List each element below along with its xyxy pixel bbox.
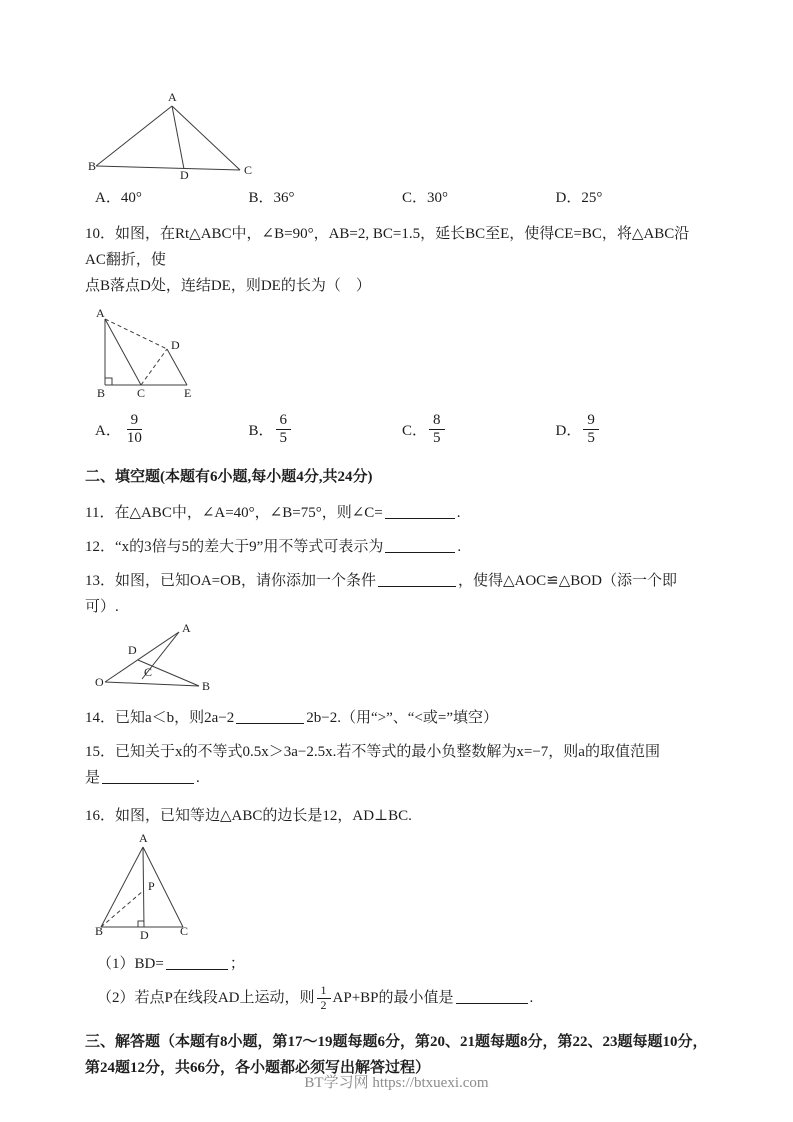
vertex-label-c: C: [144, 664, 153, 679]
q10-option-d-label: D．: [555, 423, 582, 440]
q9-option-c: C．30°: [402, 190, 449, 206]
question-13: [85, 568, 709, 620]
vertex-label-b: B: [95, 923, 104, 938]
q16-part1-blank: [166, 954, 228, 970]
q11-blank: [385, 503, 455, 519]
fraction-numerator: 9: [583, 412, 599, 430]
question-16-part1: [85, 951, 709, 977]
question-16-text: 16．如图，已知等边△ABC的边长是12，AD⊥BC.: [85, 807, 412, 824]
section-2-title: 二、填空题(本题有6小题,每小题4分,共24分): [85, 468, 373, 485]
q16-part2-end: .: [529, 989, 534, 1006]
q16-part1-end: ；: [229, 955, 245, 972]
q16-part2-mid: AP+BP的最小值是: [332, 989, 454, 1006]
q10-option-d: [556, 412, 710, 448]
q15-blank: [102, 768, 194, 784]
figure-q10-fold: [95, 307, 210, 402]
fraction-6-5: [276, 412, 292, 448]
vertex-label-b: B: [202, 678, 211, 693]
q10-option-b-label: B．: [248, 423, 274, 440]
q13-text-end: ，使得△AOC≌△BOD（添一个即可）.: [85, 572, 677, 615]
fraction-numerator: 1: [317, 984, 331, 998]
question-15: [85, 739, 709, 791]
q9-option-a: A．40°: [95, 190, 142, 206]
fraction-numerator: 9: [127, 412, 143, 430]
q12-blank: [385, 537, 455, 553]
q9-options-row: [85, 186, 709, 207]
vertex-label-d: D: [180, 168, 189, 180]
q9-option-d: D．25°: [555, 190, 603, 206]
exam-content: [85, 0, 709, 1081]
vertex-label-c: C: [180, 923, 189, 938]
point-label-p: P: [148, 878, 155, 893]
fraction-denominator: 2: [320, 997, 327, 1012]
question-14: [85, 705, 709, 731]
q11-text: 11．在△ABC中，∠A=40°，∠B=75°，则∠C=: [85, 504, 383, 521]
fraction-9-10: [123, 412, 146, 448]
fraction-denominator: 5: [433, 430, 441, 447]
vertex-label-c: C: [137, 386, 146, 400]
vertex-label-e: E: [184, 386, 192, 400]
q10-option-c-label: C．: [402, 423, 428, 440]
q16-part1-text: （1）BD=: [97, 955, 164, 972]
q12-period: .: [457, 538, 462, 555]
vertex-label-c: C: [244, 163, 253, 177]
q10-line2: 点B落点D处，连结DE，则DE的长为（ ）: [85, 278, 371, 294]
q14-blank: [236, 708, 304, 724]
vertex-label-b: B: [97, 386, 106, 400]
q10-option-a: [95, 412, 249, 448]
q10-options-row: [85, 412, 709, 448]
vertex-label-o: O: [95, 674, 104, 689]
q10-option-a-label: A．: [95, 423, 121, 440]
vertex-label-a: A: [139, 832, 148, 845]
vertex-label-d: D: [128, 642, 137, 657]
q14-text: 14．已知a＜b，则2a−2: [85, 709, 235, 726]
q10-option-c: [402, 412, 556, 448]
vertex-label-d: D: [171, 338, 180, 352]
fraction-8-5: [429, 412, 445, 448]
q9-option-b: B．36°: [248, 190, 295, 206]
fraction-denominator: 5: [587, 430, 595, 447]
fraction-1-2: [317, 984, 331, 1011]
vertex-label-a: A: [168, 90, 177, 104]
fraction-denominator: 5: [279, 430, 288, 447]
figure-q13-congruence: [95, 622, 215, 697]
q11-period: .: [456, 504, 461, 521]
vertex-label-a: A: [96, 307, 105, 320]
fraction-numerator: 6: [276, 412, 292, 430]
question-10-text: [85, 221, 709, 299]
figure-q16-triangle: [95, 833, 195, 941]
fraction-9-5: [583, 412, 599, 448]
q15-line1: 15．已知关于x的不等式0.5x＞3a−2.5x.若不等式的最小负整数解为x=−7，则a的取值范围: [85, 743, 660, 760]
q15-period: .: [196, 769, 200, 786]
q16-part2-blank: [456, 988, 528, 1004]
q13-blank: [378, 571, 456, 587]
q13-text: 13．如图，已知OA=OB，请你添加一个条件: [85, 572, 376, 589]
q12-text: 12．“x的3倍与5的差大于9”用不等式可表示为: [85, 538, 384, 555]
fraction-denominator: 10: [126, 430, 142, 447]
question-16-part2: [85, 983, 709, 1013]
q14-text-end: 2b−2.（用“>”、“<或=”填空）: [306, 709, 499, 726]
fraction-numerator: 8: [429, 412, 445, 430]
question-12: [85, 534, 709, 560]
figure-q9-triangle: [88, 90, 253, 180]
q10-line1: 10．如图，在Rt△ABC中，∠B=90°，AB=2, BC=1.5，延长BC至E，使得CE=BC，将△ABC沿AC翻折，使: [85, 226, 690, 268]
vertex-label-b: B: [88, 159, 97, 173]
page-footer: BT学习网 https://btxuexi.com: [304, 1075, 489, 1091]
question-11: [85, 500, 709, 526]
section-3-title: 三、解答题（本题有8小题，第17～19题每题6分，第20、21题每题8分，第22、23题每题10分，第24题12分，共66分，各小题都必须写出解答过程）: [85, 1033, 708, 1076]
q10-option-b: [249, 412, 403, 448]
q16-part2-text: （2）若点P在线段AD上运动，则: [97, 989, 315, 1006]
q15-line2: 是: [85, 769, 101, 786]
vertex-label-d: D: [140, 927, 149, 941]
vertex-label-a: A: [182, 621, 191, 635]
